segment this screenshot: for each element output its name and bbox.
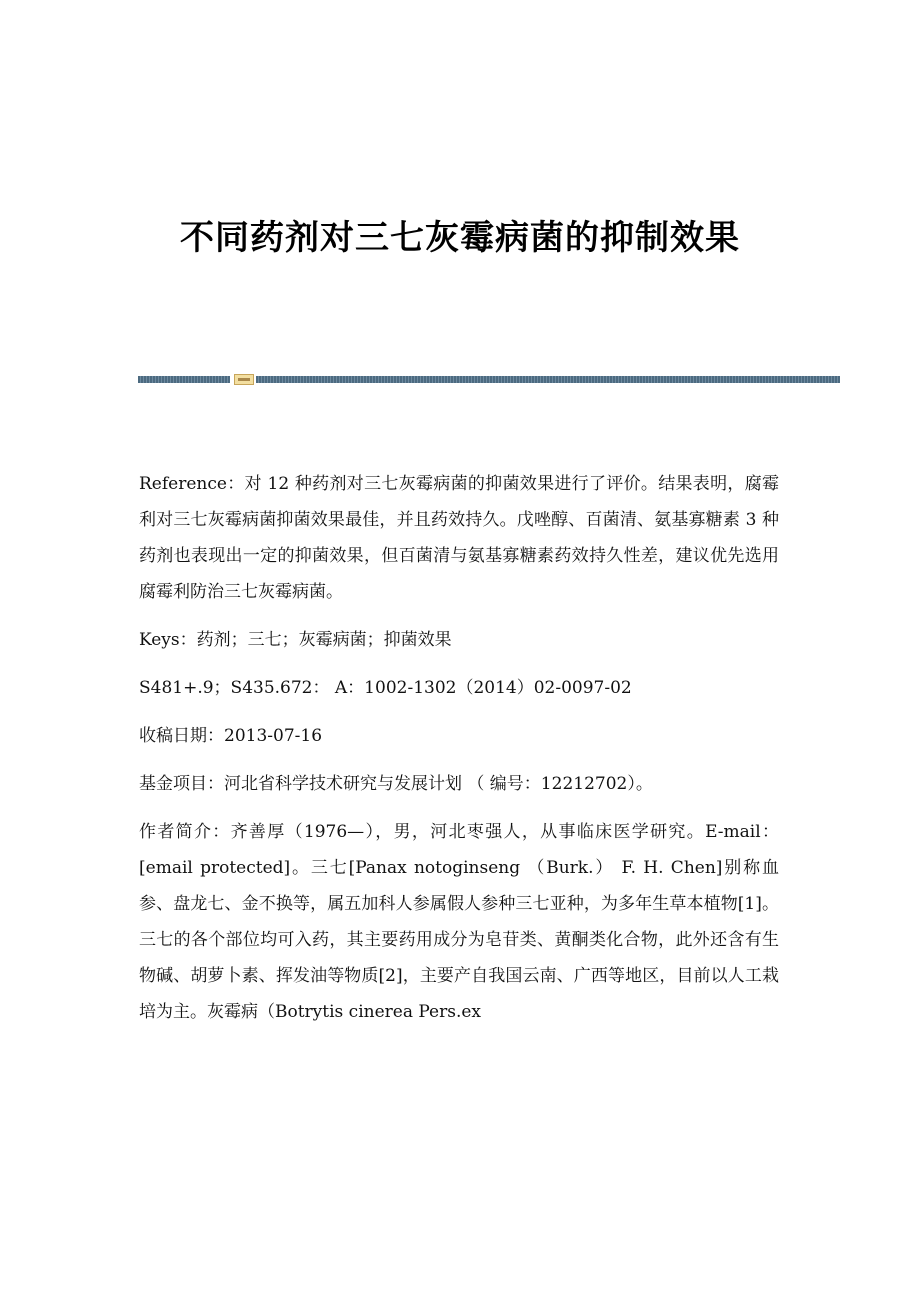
document-title: 不同药剂对三七灰霉病菌的抑制效果 (180, 218, 740, 258)
divider-bar-right (256, 376, 840, 383)
divider-bar-left (138, 376, 230, 383)
document-body (139, 466, 779, 1042)
received-date-paragraph: 收稿日期：2013-07-16 (139, 726, 323, 746)
reference-paragraph: Reference：对 12 种药剂对三七灰霉病菌的抑菌效果进行了评价。结果表明，腐霉利对三七灰霉病菌抑菌效果最佳，并且药效持久。戊唑醇、百菌清、氨基寡糖素 3 种药剂也表现出一定的抑菌效果，但百菌清与氨基寡糖素药效持久性差，建议优先选用腐霉利防治三七灰霉病菌。 (139, 474, 779, 602)
title-divider (138, 374, 840, 384)
keywords-paragraph: Keys：药剂；三七；灰霉病菌；抑菌效果 (139, 630, 452, 650)
classification-paragraph: S481+.9；S435.672： A：1002-1302（2014）02-0097-02 (139, 678, 632, 698)
author-paragraph: 作者简介：齐善厚（1976—），男，河北枣强人，从事临床医学研究。E-mail：[email protected]。三七[Panax notoginseng （Burk.） F. H. Chen]别称血参、盘龙七、金不换等，属五加科人参属假人参种三七亚种，为多年生草本植物[1]。三七的各个部位均可入药，其主要药用成分为皂苷类、黄酮类化合物，此外还含有生物碱、胡萝卜素、挥发油等物质[2]，主要产自我国云南、广西等地区，目前以人工栽培为主。灰霉病（Botrytis cinerea Pers.ex (139, 822, 779, 1022)
fund-paragraph: 基金项目：河北省科学技术研究与发展计划 （ 编号：12212702）。 (139, 774, 653, 794)
divider-ornament-icon (234, 374, 254, 385)
